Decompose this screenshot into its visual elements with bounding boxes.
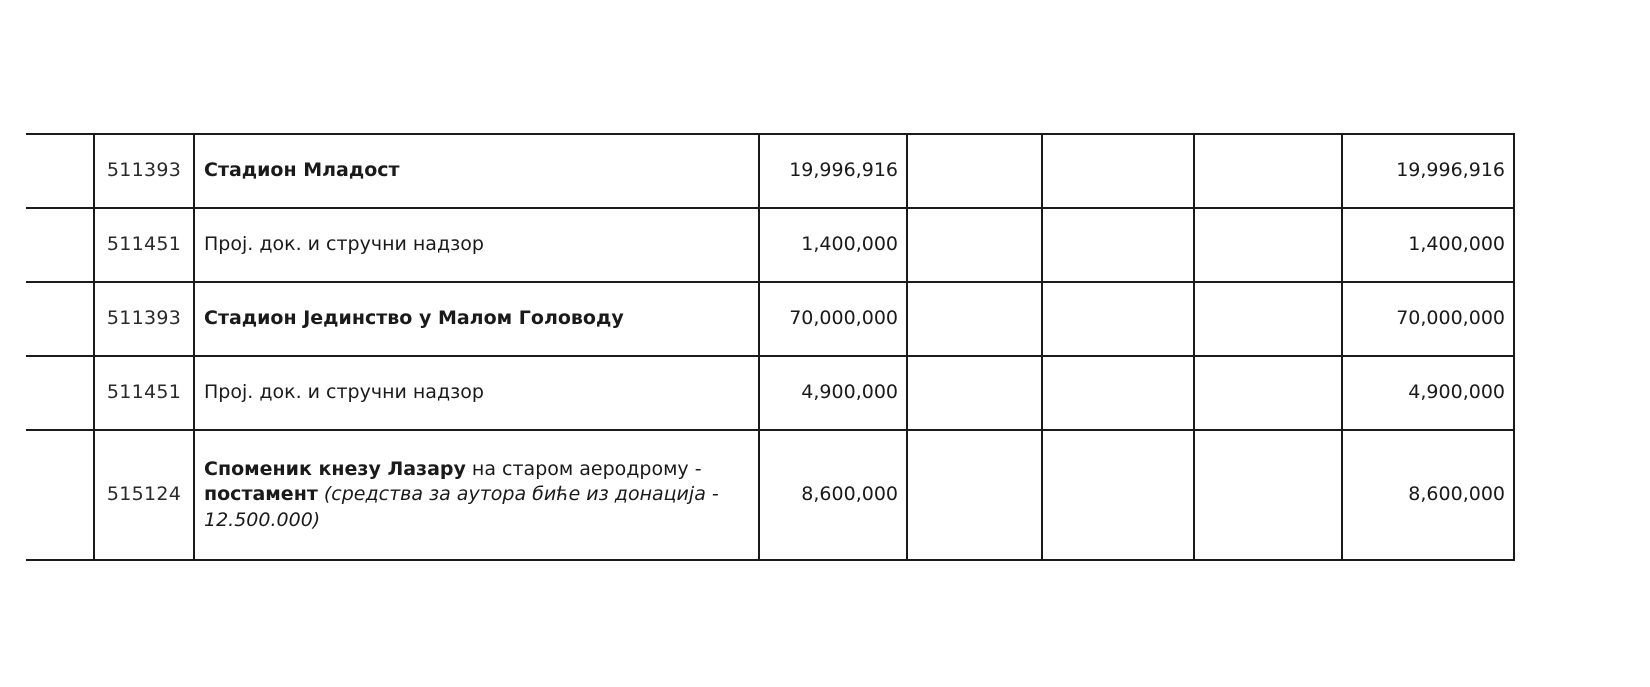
amount-cell: 4,900,000 xyxy=(759,356,907,430)
total-cell: 19,996,916 xyxy=(1342,134,1514,208)
table-row xyxy=(26,208,1514,282)
description-cell xyxy=(194,282,759,356)
description-segment: постамент xyxy=(204,483,318,506)
account-code-cell: 515124 xyxy=(94,430,194,560)
amount-cell: 70,000,000 xyxy=(759,282,907,356)
total-cell: 1,400,000 xyxy=(1342,208,1514,282)
empty-cell xyxy=(907,282,1042,356)
empty-cell xyxy=(1194,208,1342,282)
total-cell: 70,000,000 xyxy=(1342,282,1514,356)
amount-cell: 1,400,000 xyxy=(759,208,907,282)
description-segment: на старом аеродрому - xyxy=(465,457,702,480)
amount-cell: 19,996,916 xyxy=(759,134,907,208)
total-cell: 4,900,000 xyxy=(1342,356,1514,430)
table-row xyxy=(26,134,1514,208)
lead-cell xyxy=(26,356,94,430)
empty-cell xyxy=(907,430,1042,560)
budget-table xyxy=(26,133,1515,561)
account-code-cell: 511393 xyxy=(94,282,194,356)
description-segment: Споменик кнезу Лазару xyxy=(204,457,466,480)
description-cell xyxy=(194,356,759,430)
table-body xyxy=(26,134,1514,560)
description-cell xyxy=(194,134,759,208)
total-cell: 8,600,000 xyxy=(1342,430,1514,560)
amount-cell: 8,600,000 xyxy=(759,430,907,560)
empty-cell xyxy=(907,208,1042,282)
empty-cell xyxy=(1194,134,1342,208)
description-segment: Стадион Младост xyxy=(204,159,400,182)
empty-cell xyxy=(1042,282,1194,356)
empty-cell xyxy=(907,356,1042,430)
account-code-cell: 511451 xyxy=(94,208,194,282)
empty-cell xyxy=(1042,208,1194,282)
empty-cell xyxy=(1042,134,1194,208)
description-segment: (средства за аутора биће из донација - 12.500.000) xyxy=(204,483,719,531)
empty-cell xyxy=(1042,430,1194,560)
table-row xyxy=(26,356,1514,430)
description-cell xyxy=(194,208,759,282)
empty-cell xyxy=(907,134,1042,208)
lead-cell xyxy=(26,282,94,356)
description-segment: Стадион Јединство у Малом Головоду xyxy=(204,307,624,330)
lead-cell xyxy=(26,134,94,208)
empty-cell xyxy=(1194,282,1342,356)
description-cell xyxy=(194,430,759,560)
account-code-cell: 511393 xyxy=(94,134,194,208)
table-row xyxy=(26,430,1514,560)
lead-cell xyxy=(26,430,94,560)
lead-cell xyxy=(26,208,94,282)
empty-cell xyxy=(1194,430,1342,560)
account-code-cell: 511451 xyxy=(94,356,194,430)
description-segment: Проj. док. и стручни надзор xyxy=(204,233,484,256)
budget-sheet xyxy=(26,133,1515,561)
table-row xyxy=(26,282,1514,356)
description-segment: Проj. док. и стручни надзор xyxy=(204,381,484,404)
empty-cell xyxy=(1042,356,1194,430)
empty-cell xyxy=(1194,356,1342,430)
